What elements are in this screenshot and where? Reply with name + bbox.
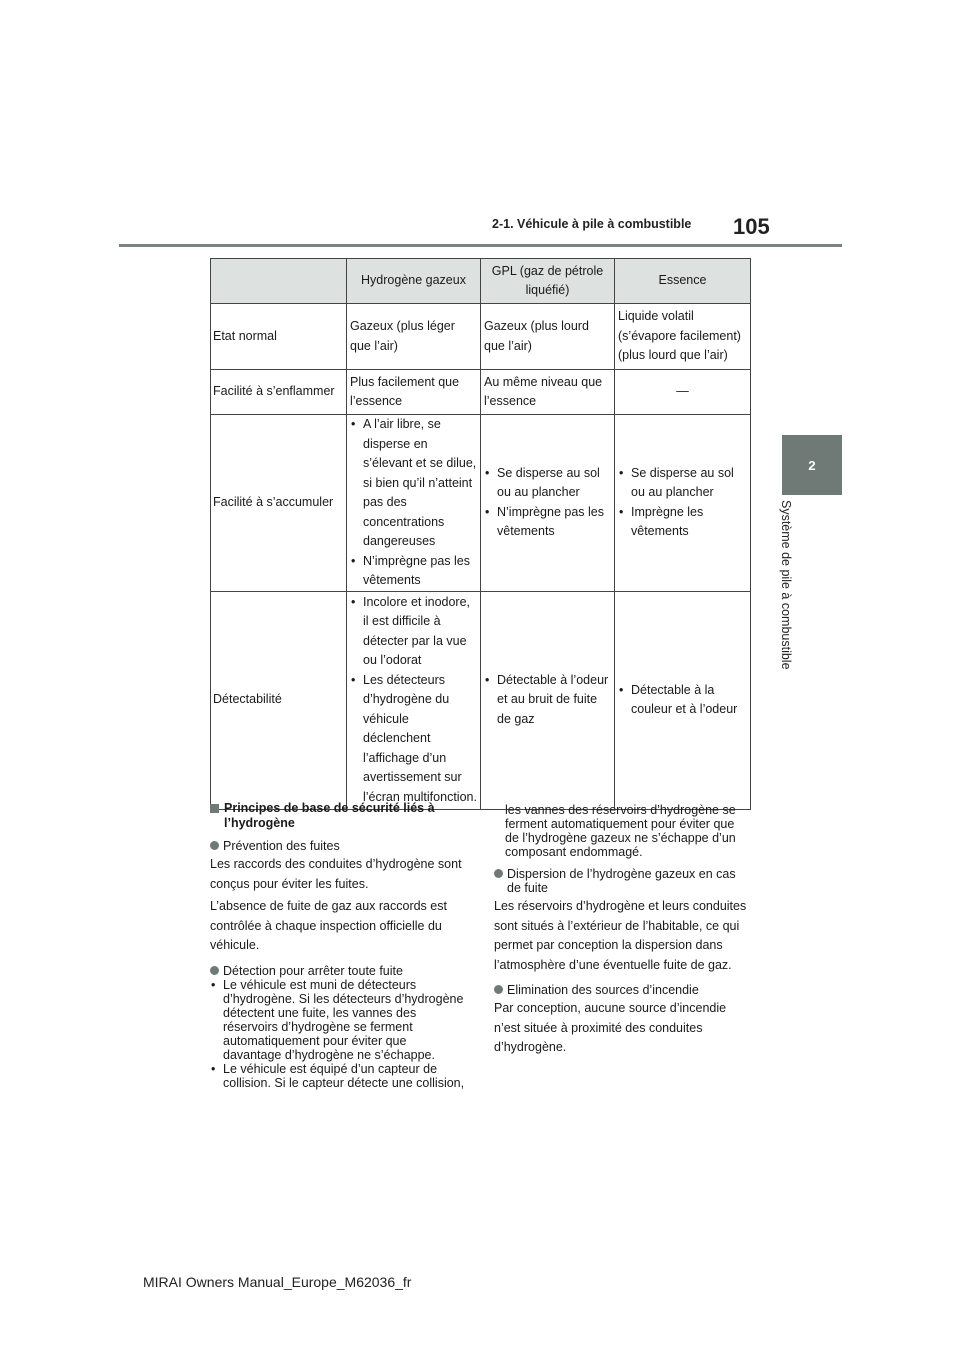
section-heading-text: Principes de base de sécurité liés à l’hydrogène (224, 801, 435, 830)
list-item: • Se disperse au sol ou au plancher (618, 464, 747, 503)
paragraph: Les réservoirs d’hydrogène et leurs conduites sont situés à l’extérieur de l’habitable, ce qui permet par conception la dispersion dans l’atmosphère d’une éventuelle fuite de gaz. (494, 899, 747, 972)
footer-text: MIRAI Owners Manual_Europe_M62036_fr (143, 1274, 412, 1290)
circle-bullet-icon (494, 869, 503, 878)
subheading-text: Dispersion de l’hydrogène gazeux en cas de fuite (507, 867, 736, 895)
table-header-cell: GPL (gaz de pétrole liquéfié) (481, 259, 615, 304)
table-cell (347, 591, 481, 809)
list-item: • N’imprègne pas les vêtements (484, 503, 611, 542)
bullet-list (350, 593, 477, 808)
subheading (494, 983, 750, 997)
chapter-tab[interactable]: 2 (782, 435, 842, 495)
bullet-list (484, 464, 611, 542)
list-item: • Imprègne les vêtements (618, 503, 747, 542)
row-label: Facilité à s’enflammer (211, 370, 347, 415)
bullet-list (618, 464, 747, 542)
subheading-text: Elimination des sources d’incendie (507, 983, 699, 997)
table-cell (481, 591, 615, 809)
paragraph-continuation: les vannes des réservoirs d’hydrogène se ferment automatiquement pour éviter que de l’hydrogène gazeux ne s’échappe d’un composant endommagé. (505, 803, 736, 859)
section-heading (210, 801, 466, 831)
table-cell (615, 415, 751, 592)
text-column-left (210, 801, 466, 1090)
table-row (211, 591, 751, 809)
table-cell: — (615, 370, 751, 415)
circle-bullet-icon (494, 985, 503, 994)
list-item: • Les détecteurs d’hydrogène du véhicule déclenchent l’affichage d’un avertissement sur l’écran multifonction. (350, 671, 477, 808)
table-row (211, 415, 751, 592)
list-item: • Le véhicule est muni de détecteurs d’hydrogène. Si les détecteurs d’hydrogène détectent une fuite, les vannes des réservoirs d’hydrogène se ferment automatiquement pour éviter que davantage d’hydrogène ne s’échappe. (210, 978, 466, 1062)
circle-bullet-icon (210, 966, 219, 975)
list-item: • Se disperse au sol ou au plancher (484, 464, 611, 503)
circle-bullet-icon (210, 841, 219, 850)
table-cell (481, 415, 615, 592)
comparison-table (210, 258, 751, 810)
subheading (210, 964, 466, 978)
row-label: Détectabilité (211, 591, 347, 809)
table-header-cell: Hydrogène gazeux (347, 259, 481, 304)
table-cell (615, 591, 751, 809)
table-cell: Plus facilement que l’essence (347, 370, 481, 415)
section-header-title: 2-1. Véhicule à pile à combustible (492, 217, 692, 231)
subheading (494, 867, 750, 895)
chapter-side-label-text: Système de pile à combustible (779, 500, 793, 670)
table-row (211, 370, 751, 415)
list-item: • Détectable à l’odeur et au bruit de fuite de gaz (484, 671, 611, 730)
paragraph: Les raccords des conduites d’hydrogène sont conçus pour éviter les fuites. (210, 857, 462, 891)
subheading (210, 839, 466, 853)
list-item: • Détectable à la couleur et à l’odeur (618, 681, 747, 720)
bullet-list (618, 681, 747, 720)
table-header-row (211, 259, 751, 304)
list-item: • N’imprègne pas les vêtements (350, 552, 477, 591)
table-cell: Liquide volatil (s’évaporе facilement) (plus lourd que l’air) (615, 304, 751, 370)
paragraph: L’absence de fuite de gaz aux raccords est contrôlée à chaque inspection officielle du véhicule. (210, 899, 447, 952)
bullet-list (350, 415, 477, 591)
row-label: Etat normal (211, 304, 347, 370)
table-cell: Au même niveau que l’essence (481, 370, 615, 415)
list-item: • A l’air libre, se disperse en s’élevant et se dilue, si bien qu’il n’atteint pas des concentrations dangereuses (350, 415, 477, 552)
table-header-cell: Essence (615, 259, 751, 304)
square-bullet-icon (210, 804, 219, 813)
subheading-text: Prévention des fuites (223, 839, 340, 853)
row-label: Facilité à s’accumuler (211, 415, 347, 592)
table-cell (347, 415, 481, 592)
page-number: 105 (733, 214, 770, 239)
list-item: • Le véhicule est équipé d’un capteur de collision. Si le capteur détecte une collision, (210, 1062, 466, 1090)
paragraph: Par conception, aucune source d’incendie n’est située à proximité des conduites d’hydrogène. (494, 1001, 727, 1054)
table-cell: Gazeux (plus léger que l’air) (347, 304, 481, 370)
text-column-right (494, 803, 750, 1061)
list-item: • Incolore et inodore, il est difficile à détecter par la vue ou l’odorat (350, 593, 477, 671)
bullet-list (484, 671, 611, 730)
header-rule (119, 244, 842, 247)
table-header-empty (211, 259, 347, 304)
table-row (211, 304, 751, 370)
subheading-text: Détection pour arrêter toute fuite (223, 963, 403, 978)
table-cell: Gazeux (plus lourd que l’air) (481, 304, 615, 370)
